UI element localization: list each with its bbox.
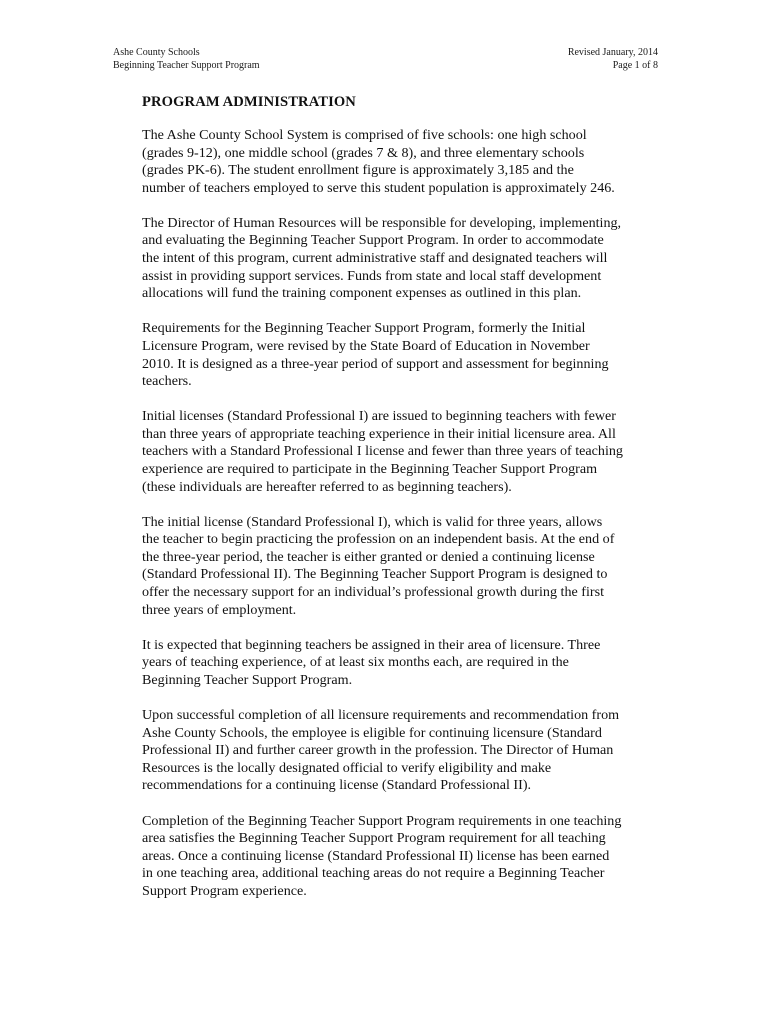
paragraph-line: experience are required to participate in the Beginning Teacher Support Program xyxy=(142,461,598,477)
header-program-name: Beginning Teacher Support Program xyxy=(113,60,260,71)
paragraph-line: 2010. It is designed as a three-year period of support and assessment for beginning xyxy=(142,355,609,372)
paragraph-line: (Standard Professional II). The Beginning Teacher Support Program is designed to xyxy=(142,566,608,583)
paragraph-line: years of teaching experience, of at least six months each, are required in the xyxy=(142,654,569,671)
paragraph-line: Requirements for the Beginning Teacher Support Program, formerly the Initial xyxy=(142,320,586,337)
paragraph xyxy=(142,215,662,303)
document-body xyxy=(142,92,662,918)
paragraph-line: Upon successful completion of all licensure requirements and recommendation from xyxy=(142,707,620,724)
header-org-name: Ashe County Schools xyxy=(113,47,200,58)
paragraph-line: areas. Once a continuing license (Standard Professional II) license has been earned xyxy=(142,847,610,864)
paragraph-line: (grades PK-6). The student enrollment figure is approximately 3,185 and the xyxy=(142,162,574,179)
paragraph-line: number of teachers employed to serve this student population is approximately 246. xyxy=(142,179,615,196)
paragraph-line: It is expected that beginning teachers be assigned in their area of licensure. Three xyxy=(142,636,601,653)
header-left xyxy=(113,46,260,72)
paragraph xyxy=(142,320,662,390)
paragraph-line: Beginning Teacher Support Program. xyxy=(142,671,353,688)
paragraph-line: Ashe County Schools, the employee is eligible for continuing licensure (Standard xyxy=(142,724,602,741)
paragraph-line: offer the necessary support for an individual’s professional growth during the first xyxy=(142,584,604,601)
header-right xyxy=(568,46,658,72)
paragraph-line: teachers. xyxy=(142,373,192,390)
paragraph-line: teachers with a Standard Professional I license and fewer than three years of teaching xyxy=(142,443,623,460)
paragraph xyxy=(142,637,662,690)
paragraph-line: Licensure Program, were revised by the State Board of Education in November xyxy=(142,337,590,354)
paragraph-line: Initial licenses (Standard Professional I) are issued to beginning teachers with fewer xyxy=(142,408,616,425)
paragraph-line: recommendations for a continuing license (Standard Professional II). xyxy=(142,777,532,794)
paragraph-line: (these individuals are hereafter referred to as beginning teachers). xyxy=(142,478,512,495)
paragraph-line: allocations will fund the training component expenses as outlined in this plan. xyxy=(142,285,582,302)
paragraph-line: area satisfies the Beginning Teacher Support Program requirement for all teaching xyxy=(142,830,606,847)
paragraph-line: three years of employment. xyxy=(142,601,297,618)
paragraph-line: and evaluating the Beginning Teacher Support Program. In order to accommodate xyxy=(142,232,604,249)
paragraph-line: Completion of the Beginning Teacher Support Program requirements in one teaching xyxy=(142,812,622,829)
paragraph-line: Support Program experience. xyxy=(142,882,307,899)
paragraph-line: the intent of this program, current administrative staff and designated teachers will xyxy=(142,250,608,267)
paragraph xyxy=(142,408,662,496)
section-title: PROGRAM ADMINISTRATION xyxy=(142,94,356,110)
paragraph-line: The Ashe County School System is comprised of five schools: one high school xyxy=(142,127,587,143)
paragraph-line: Resources is the locally designated official to verify eligibility and make xyxy=(142,759,552,776)
header-page-number: Page 1 of 8 xyxy=(612,60,658,71)
paragraph xyxy=(142,707,662,795)
paragraph xyxy=(142,813,662,901)
paragraph-line: The initial license (Standard Professional I), which is valid for three years, allows xyxy=(142,513,603,530)
paragraph xyxy=(142,127,662,197)
paragraph-line: in one teaching area, additional teaching areas do not require a Beginning Teacher xyxy=(142,865,605,882)
paragraph-line: (grades 9-12), one middle school (grades 7 & 8), and three elementary schools xyxy=(142,144,585,161)
header-revision-date: Revised January, 2014 xyxy=(567,47,658,58)
paragraph-line: Professional II) and further career growth in the profession. The Director of Human xyxy=(142,742,614,759)
paragraph-line: the three-year period, the teacher is either granted or denied a continuing license xyxy=(142,548,595,565)
paragraph-line: the teacher to begin practicing the profession on an independent basis. At the end of xyxy=(142,531,615,548)
paragraph xyxy=(142,514,662,620)
paragraph-line: than three years of appropriate teaching experience in their initial licensure area. All xyxy=(142,425,616,442)
paragraph-line: assist in providing support services. Funds from state and local staff development xyxy=(142,267,602,284)
paragraph-line: The Director of Human Resources will be responsible for developing, implementing, xyxy=(142,214,622,231)
paragraph-list xyxy=(142,127,662,900)
